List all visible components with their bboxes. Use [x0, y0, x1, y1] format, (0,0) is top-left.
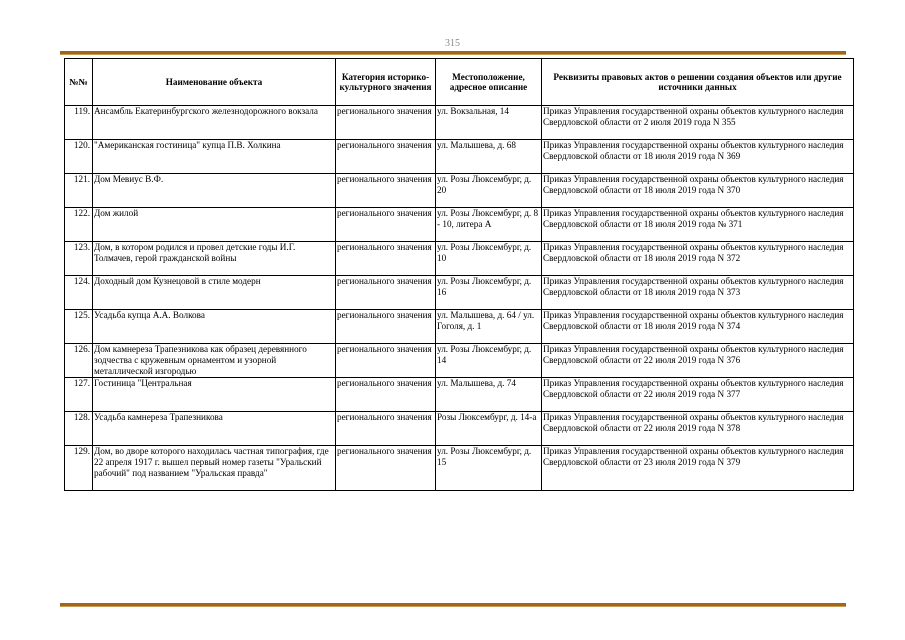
- object-name: Ансамбль Екатеринбургского железнодорожного вокзала: [93, 106, 336, 140]
- row-number: 126.: [65, 344, 93, 378]
- table-row: [65, 446, 854, 491]
- object-location: ул. Малышева, д. 68: [436, 140, 542, 174]
- object-name: Дом, в котором родился и провел детские годы И.Г. Толмачев, герой гражданской войны: [93, 242, 336, 276]
- legal-act: Приказ Управления государственной охраны объектов культурного наследия Свердловской области от 18 июля 2019 года N 373: [542, 276, 854, 310]
- legal-act: Приказ Управления государственной охраны объектов культурного наследия Свердловской области от 22 июля 2019 года N 378: [542, 412, 854, 446]
- table-header-row: [65, 59, 854, 106]
- object-category: регионального значения: [336, 276, 436, 310]
- row-number: 127.: [65, 378, 93, 412]
- top-divider: [60, 51, 846, 55]
- heritage-objects-table: [64, 58, 854, 491]
- row-number: 129.: [65, 446, 93, 491]
- object-name: Дом Мевиус В.Ф.: [93, 174, 336, 208]
- table-row: [65, 310, 854, 344]
- object-category: регионального значения: [336, 412, 436, 446]
- object-category: регионального значения: [336, 242, 436, 276]
- table-row: [65, 242, 854, 276]
- table-row: [65, 106, 854, 140]
- legal-act: Приказ Управления государственной охраны объектов культурного наследия Свердловской области от 22 июля 2019 года N 377: [542, 378, 854, 412]
- object-location: ул. Малышева, д. 64 / ул. Гоголя, д. 1: [436, 310, 542, 344]
- object-name: Гостиница "Центральная: [93, 378, 336, 412]
- object-category: регионального значения: [336, 140, 436, 174]
- object-name: Доходный дом Кузнецовой в стиле модерн: [93, 276, 336, 310]
- table-row: [65, 378, 854, 412]
- legal-act: Приказ Управления государственной охраны объектов культурного наследия Свердловской области от 18 июля 2019 года N 372: [542, 242, 854, 276]
- table-row: [65, 174, 854, 208]
- table-row: [65, 276, 854, 310]
- row-number: 121.: [65, 174, 93, 208]
- object-category: регионального значения: [336, 310, 436, 344]
- object-location: ул. Розы Люксембург, д. 20: [436, 174, 542, 208]
- object-name: Дом жилой: [93, 208, 336, 242]
- object-location: Розы Люксембург, д. 14-а: [436, 412, 542, 446]
- object-location: ул. Розы Люксембург, д. 8 - 10, литера А: [436, 208, 542, 242]
- object-location: ул. Малышева, д. 74: [436, 378, 542, 412]
- header-num: №№: [65, 59, 93, 106]
- row-number: 124.: [65, 276, 93, 310]
- header-category: Категория историко-культурного значения: [336, 59, 436, 106]
- table-row: [65, 344, 854, 378]
- legal-act: Приказ Управления государственной охраны объектов культурного наследия Свердловской области от 2 июля 2019 года N 355: [542, 106, 854, 140]
- legal-act: Приказ Управления государственной охраны объектов культурного наследия Свердловской области от 23 июля 2019 года N 379: [542, 446, 854, 491]
- object-name: Усадьба камнереза Трапезникова: [93, 412, 336, 446]
- header-location: Местоположение, адресное описание: [436, 59, 542, 106]
- object-category: регионального значения: [336, 208, 436, 242]
- object-name: Дом камнереза Трапезникова как образец деревянного зодчества с кружевным орнаментом и узорной металлической изгородью: [93, 344, 336, 378]
- object-name: Дом, во дворе которого находилась частная типография, где 22 апреля 1917 г. вышел первый номер газеты "Уральский рабочий" под названием "Уральская правда": [93, 446, 336, 491]
- row-number: 120.: [65, 140, 93, 174]
- object-category: регионального значения: [336, 446, 436, 491]
- legal-act: Приказ Управления государственной охраны объектов культурного наследия Свердловской области от 18 июля 2019 года № 371: [542, 208, 854, 242]
- legal-act: Приказ Управления государственной охраны объектов культурного наследия Свердловской области от 22 июля 2019 года N 376: [542, 344, 854, 378]
- page-number: 315: [445, 38, 460, 49]
- object-category: регионального значения: [336, 174, 436, 208]
- object-location: ул. Розы Люксембург, д. 16: [436, 276, 542, 310]
- object-category: регионального значения: [336, 106, 436, 140]
- object-location: ул. Розы Люксембург, д. 10: [436, 242, 542, 276]
- row-number: 123.: [65, 242, 93, 276]
- table-row: [65, 412, 854, 446]
- object-location: ул. Вокзальная, 14: [436, 106, 542, 140]
- object-name: "Американская гостиница" купца П.В. Холкина: [93, 140, 336, 174]
- table-row: [65, 140, 854, 174]
- bottom-divider: [60, 603, 846, 607]
- table-row: [65, 208, 854, 242]
- legal-act: Приказ Управления государственной охраны объектов культурного наследия Свердловской области от 18 июля 2019 года N 374: [542, 310, 854, 344]
- object-name: Усадьба купца А.А. Волкова: [93, 310, 336, 344]
- object-category: регионального значения: [336, 344, 436, 378]
- object-location: ул. Розы Люксембург, д. 15: [436, 446, 542, 491]
- row-number: 128.: [65, 412, 93, 446]
- row-number: 119.: [65, 106, 93, 140]
- row-number: 122.: [65, 208, 93, 242]
- row-number: 125.: [65, 310, 93, 344]
- header-acts: Реквизиты правовых актов о решении создания объектов или другие источники данных: [542, 59, 854, 106]
- object-location: ул. Розы Люксембург, д. 14: [436, 344, 542, 378]
- header-name: Наименование объекта: [93, 59, 336, 106]
- legal-act: Приказ Управления государственной охраны объектов культурного наследия Свердловской области от 18 июля 2019 года N 370: [542, 174, 854, 208]
- legal-act: Приказ Управления государственной охраны объектов культурного наследия Свердловской области от 18 июля 2019 года N 369: [542, 140, 854, 174]
- object-category: регионального значения: [336, 378, 436, 412]
